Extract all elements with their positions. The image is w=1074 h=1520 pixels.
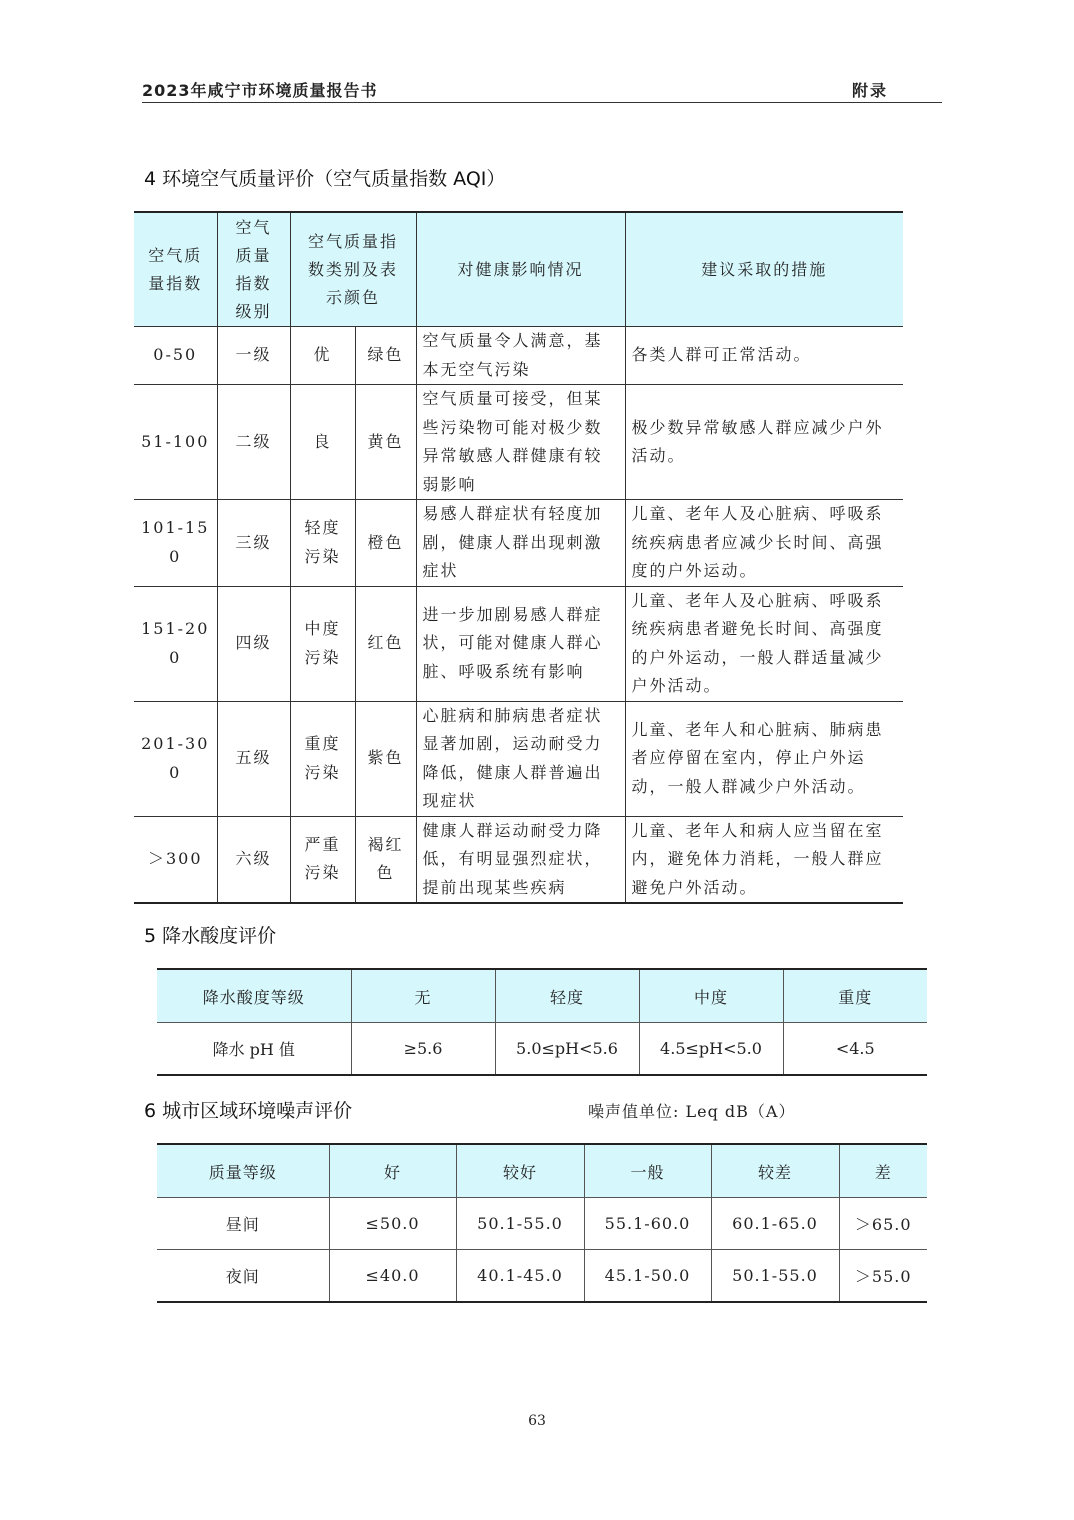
noise-header-row [157, 1144, 927, 1198]
noise-unit-note: 噪声值单位: Leq dB（A） [588, 1102, 796, 1121]
aqi-level: 一级 [217, 327, 290, 385]
aqi-color: 黄色 [355, 385, 416, 500]
noise-cell: 55.1-60.0 [584, 1198, 711, 1250]
noise-table [157, 1143, 927, 1303]
noise-cell: 50.1-55.0 [456, 1198, 584, 1250]
noise-cell: 60.1-65.0 [711, 1198, 839, 1250]
aqi-category: 重度污染 [290, 701, 355, 816]
noise-section-title: 6 城市区域环境噪声评价 [144, 1100, 353, 1122]
aqi-color: 红色 [355, 586, 416, 701]
table-row [134, 816, 903, 903]
ph-header-none: 无 [351, 969, 495, 1023]
aqi-category: 良 [290, 385, 355, 500]
ph-table [157, 968, 927, 1076]
table-row [157, 1023, 927, 1076]
ph-row-label: 降水 pH 值 [212, 1040, 295, 1059]
aqi-header-row [134, 212, 903, 327]
aqi-header-measures: 建议采取的措施 [625, 212, 903, 327]
aqi-level: 三级 [217, 500, 290, 587]
aqi-header-category: 空气质量指数类别及表示颜色 [290, 212, 416, 327]
table-row [157, 1250, 927, 1303]
table-row [134, 327, 903, 385]
aqi-health: 空气质量可接受，但某些污染物可能对极少数异常敏感人群健康有较弱影响 [416, 385, 625, 500]
ph-header-label: 降水酸度等级 [157, 969, 351, 1023]
table-row [157, 1198, 927, 1250]
aqi-measures: 极少数异常敏感人群应减少户外活动。 [625, 385, 903, 500]
aqi-index: 151-200 [134, 586, 217, 701]
table-row [134, 586, 903, 701]
aqi-index: 101-150 [134, 500, 217, 587]
table-row [134, 385, 903, 500]
aqi-health: 空气质量令人满意，基本无空气污染 [416, 327, 625, 385]
aqi-measures: 儿童、老年人及心脏病、呼吸系统疾病患者避免长时间、高强度的户外运动，一般人群适量减少户外活动。 [625, 586, 903, 701]
noise-cell: ≤50.0 [329, 1198, 456, 1250]
aqi-header-health: 对健康影响情况 [416, 212, 625, 327]
noise-header-poor: 较差 [711, 1144, 839, 1198]
noise-row-label: 夜间 [157, 1250, 329, 1303]
aqi-color: 紫色 [355, 701, 416, 816]
noise-cell: ＞55.0 [839, 1250, 927, 1303]
aqi-health: 健康人群运动耐受力降低，有明显强烈症状，提前出现某些疾病 [416, 816, 625, 903]
table-row [134, 701, 903, 816]
aqi-measures: 各类人群可正常活动。 [625, 327, 903, 385]
aqi-category: 轻度污染 [290, 500, 355, 587]
ph-value-moderate: 4.5≤pH<5.0 [639, 1023, 783, 1076]
ph-header-moderate: 中度 [639, 969, 783, 1023]
noise-cell: 50.1-55.0 [711, 1250, 839, 1303]
aqi-category: 严重污染 [290, 816, 355, 903]
aqi-category: 中度污染 [290, 586, 355, 701]
noise-header-fairly-good: 较好 [456, 1144, 584, 1198]
aqi-level: 六级 [217, 816, 290, 903]
aqi-index: 51-100 [134, 385, 217, 500]
aqi-header-level: 空气质量指数级别 [217, 212, 290, 327]
ph-section-title: 5 降水酸度评价 [144, 925, 277, 947]
aqi-index: ＞300 [134, 816, 217, 903]
aqi-level: 二级 [217, 385, 290, 500]
noise-header-average: 一般 [584, 1144, 711, 1198]
noise-row-label: 昼间 [225, 1215, 260, 1234]
header-section-label: 附录 [851, 81, 888, 100]
aqi-level: 四级 [217, 586, 290, 701]
aqi-header-index: 空气质量指数 [134, 212, 217, 327]
page-number: 63 [528, 1413, 546, 1429]
ph-header-light: 轻度 [495, 969, 639, 1023]
aqi-color: 褐红色 [355, 816, 416, 903]
aqi-category: 优 [290, 327, 355, 385]
noise-header-good: 好 [329, 1144, 456, 1198]
noise-cell: 40.1-45.0 [456, 1250, 584, 1303]
ph-header-row [157, 969, 927, 1023]
report-title: 2023年咸宁市环境质量报告书 [142, 81, 378, 100]
page-header [142, 78, 942, 103]
aqi-level: 五级 [217, 701, 290, 816]
noise-header-grade: 质量等级 [157, 1144, 329, 1198]
aqi-measures: 儿童、老年人及心脏病、呼吸系统疾病患者应减少长时间、高强度的户外运动。 [625, 500, 903, 587]
ph-value-none: ≥5.6 [351, 1023, 495, 1076]
table-row [134, 500, 903, 587]
aqi-index: 201-300 [134, 701, 217, 816]
aqi-health: 进一步加剧易感人群症状，可能对健康人群心脏、呼吸系统有影响 [416, 586, 625, 701]
aqi-table [134, 211, 903, 904]
noise-cell: ≤40.0 [329, 1250, 456, 1303]
aqi-index: 0-50 [134, 327, 217, 385]
noise-cell: 45.1-50.0 [584, 1250, 711, 1303]
aqi-health: 心脏病和肺病患者症状显著加剧，运动耐受力降低，健康人群普遍出现症状 [416, 701, 625, 816]
aqi-health: 易感人群症状有轻度加剧，健康人群出现刺激症状 [416, 500, 625, 587]
aqi-color: 橙色 [355, 500, 416, 587]
aqi-measures: 儿童、老年人和病人应当留在室内，避免体力消耗，一般人群应避免户外活动。 [625, 816, 903, 903]
aqi-color: 绿色 [355, 327, 416, 385]
noise-cell: ＞65.0 [839, 1198, 927, 1250]
ph-header-severe: 重度 [783, 969, 927, 1023]
ph-value-light: 5.0≤pH<5.6 [495, 1023, 639, 1076]
aqi-section-title: 4 环境空气质量评价（空气质量指数 AQI） [144, 168, 506, 190]
aqi-measures: 儿童、老年人和心脏病、肺病患者应停留在室内，停止户外运动，一般人群减少户外活动。 [625, 701, 903, 816]
ph-value-severe: <4.5 [783, 1023, 927, 1076]
noise-header-bad: 差 [839, 1144, 927, 1198]
